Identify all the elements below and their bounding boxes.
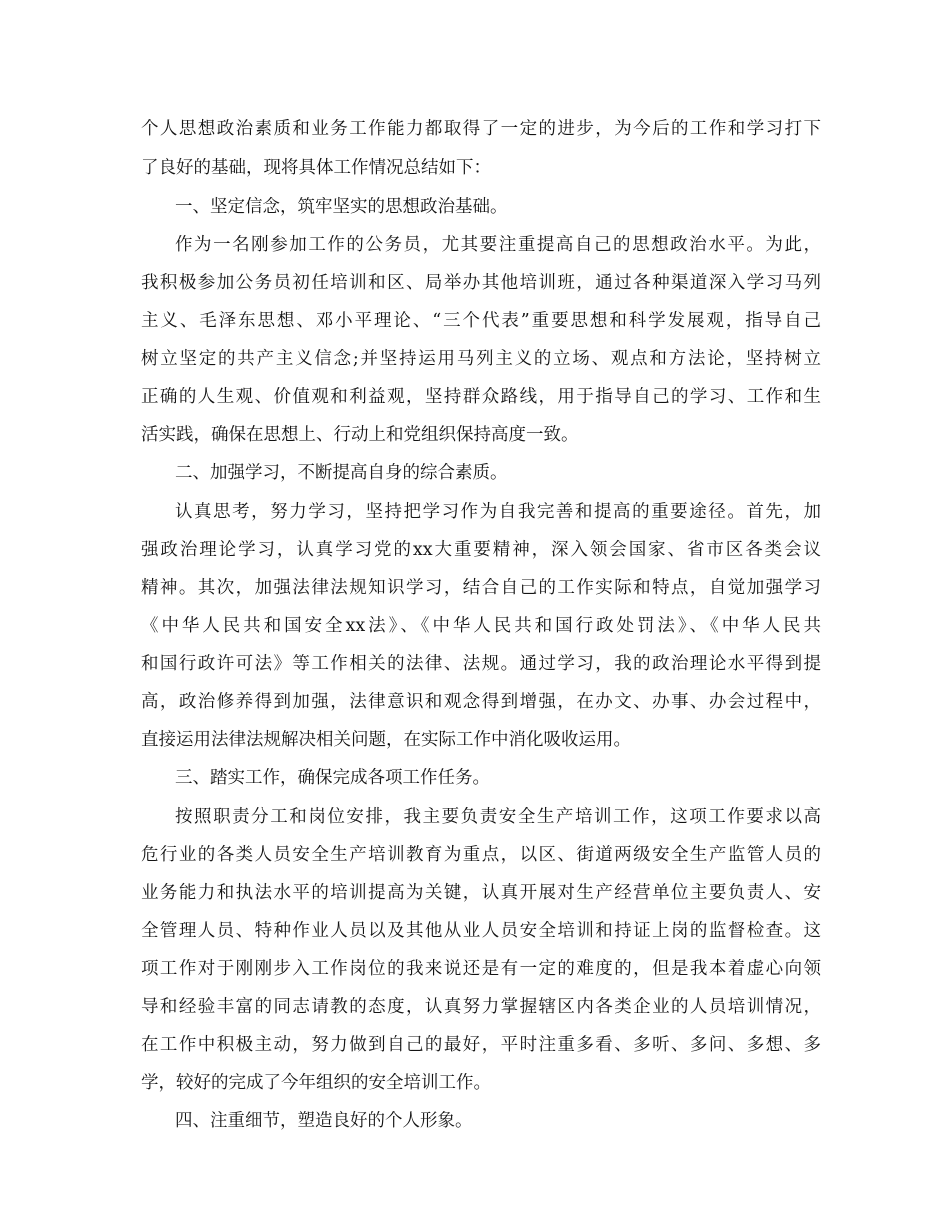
section-heading-1: 一、坚定信念，筑牢坚实的思想政治基础。	[175, 197, 508, 217]
body-text-line: 业务能力和执法水平的培训提高为关键，认真开展对生产经营单位主要负责人、安	[141, 883, 821, 903]
body-text-line: 危行业的各类人员安全生产培训教育为重点，以区、街道两级安全生产监管人员的	[141, 845, 821, 865]
body-text-line: 全管理人员、特种作业人员以及其他从业人员安全培训和持证上岗的监督检查。这	[141, 921, 821, 941]
section-heading-2: 二、加强学习，不断提高自身的综合素质。	[175, 463, 508, 483]
body-text-line: 项工作对于刚刚步入工作岗位的我来说还是有一定的难度的，但是我本着虚心向领	[141, 959, 821, 979]
body-text-line: 我积极参加公务员初任培训和区、局举办其他培训班，通过各种渠道深入学习马列	[141, 273, 821, 293]
paragraph-first-line: 按照职责分工和岗位安排，我主要负责安全生产培训工作，这项工作要求以高	[175, 807, 821, 827]
body-text-line: 学，较好的完成了今年组织的安全培训工作。	[141, 1073, 491, 1093]
body-text-line: 活实践，确保在思想上、行动上和党组织保持高度一致。	[141, 425, 579, 445]
body-text-line: 强政治理论学习，认真学习党的xx大重要精神，深入领会国家、省市区各类会议	[141, 540, 821, 560]
paragraph-first-line: 作为一名刚参加工作的公务员，尤其要注重提高自己的思想政治水平。为此，	[175, 235, 821, 255]
body-text-line: 直接运用法律法规解决相关问题，在实际工作中消化吸收运用。	[141, 730, 631, 750]
body-text-line: 个人思想政治素质和业务工作能力都取得了一定的进步，为今后的工作和学习打下	[141, 119, 821, 139]
body-text-line: 精神。其次，加强法律法规知识学习，结合自己的工作实际和特点，自觉加强学习	[141, 578, 821, 598]
paragraph-first-line: 认真思考，努力学习，坚持把学习作为自我完善和提高的重要途径。首先，加	[175, 502, 821, 522]
body-text-line: 在工作中积极主动，努力做到自己的最好，平时注重多看、多听、多问、多想、多	[141, 1035, 821, 1055]
body-text-line: 了良好的基础，现将具体工作情况总结如下：	[141, 158, 491, 178]
body-text-line: 正确的人生观、价值观和利益观，坚持群众路线，用于指导自己的学习、工作和生	[141, 387, 821, 407]
section-heading-4: 四、注重细节，塑造良好的个人形象。	[175, 1111, 473, 1131]
body-text-line: 树立坚定的共产主义信念;并坚持运用马列主义的立场、观点和方法论，坚持树立	[141, 349, 821, 369]
body-text-line: 导和经验丰富的同志请教的态度，认真努力掌握辖区内各类企业的人员培训情况，	[141, 997, 821, 1017]
body-text-line: 主义、毛泽东思想、邓小平理论、“三个代表”重要思想和科学发展观，指导自己	[141, 311, 821, 331]
body-text-line: 《中华人民共和国安全xx法》、《中华人民共和国行政处罚法》、《中华人民共	[141, 616, 821, 636]
section-heading-3: 三、踏实工作，确保完成各项工作任务。	[175, 768, 490, 788]
body-text-line: 和国行政许可法》等工作相关的法律、法规。通过学习，我的政治理论水平得到提	[141, 654, 821, 674]
body-text-line: 高，政治修养得到加强，法律意识和观念得到增强，在办文、办事、办会过程中，	[141, 692, 821, 712]
